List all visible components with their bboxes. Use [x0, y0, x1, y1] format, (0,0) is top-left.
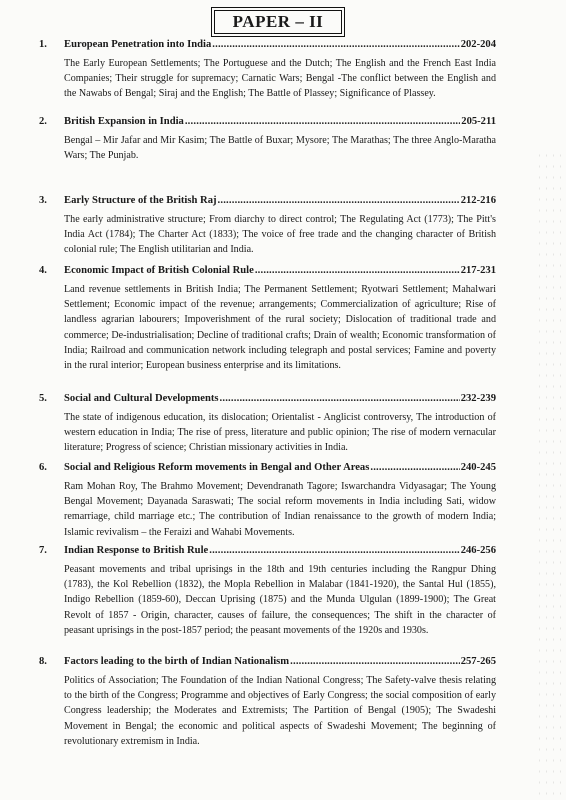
section-body: The Early European Settlements; The Portuguese and the Dutch; The English and the French East India Companies; Their struggle for supremacy; Carnatic Wars; Bengal -The conflict between the English and the Nawabs of Bengal; Siraj and the English; The Battle of Plassey; Significance of Plassey. [64, 58, 496, 100]
section-body: The state of indigenous education, its dislocation; Orientalist - Anglicist controversy, The introduction of western education in India; The rise of press, literature and public opinion; The rise of modern vernacular literature; Progress of science; Christian missionary activities in India. [64, 412, 496, 454]
scan-speckle [536, 150, 566, 800]
section-title-row [64, 37, 496, 53]
section-title-row [64, 193, 496, 209]
section-body: Ram Mohan Roy, The Brahmo Movement; Devendranath Tagore; Iswarchandra Vidyasagar; The Young Bengal Movement; Dayanada Saraswati; The social reform movements in India including Sati, widow remarriage, child marriage etc.; The contribution of Indian renaissance to the growth of modern India; Islamic revivalism – the Feraizi and Wahabi Movements. [64, 481, 496, 538]
section-number: 7. [39, 545, 47, 556]
section-title-row [64, 460, 496, 476]
section-7 [39, 543, 495, 638]
page-title: PAPER – II [214, 10, 342, 34]
section-6 [39, 460, 495, 540]
page-range: 246-256 [460, 545, 496, 556]
dot-leader [255, 263, 460, 279]
section-5 [39, 391, 495, 456]
section-3 [39, 193, 495, 258]
dot-leader [290, 654, 460, 670]
dot-leader [209, 543, 459, 559]
section-body: The early administrative structure; From diarchy to direct control; The Regulating Act (1773); The Pitt's India Act (1784); The Charter Act (1833); The voice of free trade and the changing character of British colonial rule; The English utilitarian and India. [64, 214, 496, 256]
section-title-row [64, 263, 496, 279]
dot-leader [212, 37, 459, 53]
section-title: Factors leading to the birth of Indian Nationalism [64, 656, 290, 667]
section-number: 1. [39, 39, 47, 50]
section-number: 6. [39, 462, 47, 473]
section-8 [39, 654, 495, 749]
section-number: 5. [39, 393, 47, 404]
section-body: Land revenue settlements in British India; The Permanent Settlement; Ryotwari Settlement; Mahalwari Settlement; Economic impact of the revenue; arrangements; Commercialization of agriculture; Rise of landless agrarian labourers; Impoverishment of the rural society; Dislocation of traditional trade and commerce; De-industrialisation; Decline of traditional crafts; Drain of wealth; Economic transformation of India; Railroad and communication network including telegraph and postal services; Famine and poverty in the rural interior; European business enterprise and its limitations. [64, 284, 496, 372]
section-title-row [64, 391, 496, 407]
section-body: Peasant movements and tribal uprisings in the 18th and 19th centuries including the Rangpur Dhing (1783), the Kol Rebellion (1832), the Mopla Rebellion in Malabar (1841-1920), the Santal Hul (1855), Indigo Rebellion (1859-60), Deccan Uprising (1875) and the Munda Ulgulan (1899-1900); The Great Revolt of 1857 - Origin, character, causes of failure, the consequences; The shift in the character of peasant uprisings in the post-1857 period; the peasant movements of the 1920s and 1930s. [64, 564, 496, 636]
page-range: 232-239 [460, 393, 496, 404]
section-body: Politics of Association; The Foundation of the Indian National Congress; The Safety-valve thesis relating to the birth of the Congress; Programme and objectives of Early Congress; the social composition of early Congress leadership; the Moderates and Extremists; The Partition of Bengal (1905); The Swadeshi Movement in Bengal; the economic and political aspects of Swadeshi Movement; The beginning of revolutionary extremism in India. [64, 675, 496, 747]
page-range: 212-216 [460, 195, 496, 206]
section-number: 2. [39, 116, 47, 127]
section-4 [39, 263, 495, 373]
dot-leader [370, 460, 459, 476]
section-title: European Penetration into India [64, 39, 212, 50]
section-title-row [64, 114, 496, 130]
page-range: 205-211 [461, 116, 496, 127]
section-title-row [64, 543, 496, 559]
dot-leader [218, 193, 460, 209]
section-2 [39, 114, 495, 163]
section-title: Social and Cultural Developments [64, 393, 219, 404]
section-body: Bengal – Mir Jafar and Mir Kasim; The Battle of Buxar; Mysore; The Marathas; The three Anglo-Maratha Wars; The Punjab. [64, 135, 496, 162]
page-range: 257-265 [460, 656, 496, 667]
page-range: 202-204 [460, 39, 496, 50]
section-title: Indian Response to British Rule [64, 545, 209, 556]
section-number: 8. [39, 656, 47, 667]
section-title: Early Structure of the British Raj [64, 195, 217, 206]
section-title: Economic Impact of British Colonial Rule [64, 265, 254, 276]
section-title: British Expansion in India [64, 116, 184, 127]
dot-leader [185, 114, 460, 130]
section-number: 4. [39, 265, 47, 276]
section-number: 3. [39, 195, 47, 206]
section-1 [39, 37, 495, 102]
page-range: 240-245 [460, 462, 496, 473]
page-range: 217-231 [460, 265, 496, 276]
section-title-row [64, 654, 496, 670]
section-title: Social and Religious Reform movements in Bengal and Other Areas [64, 462, 370, 473]
dot-leader [220, 391, 460, 407]
